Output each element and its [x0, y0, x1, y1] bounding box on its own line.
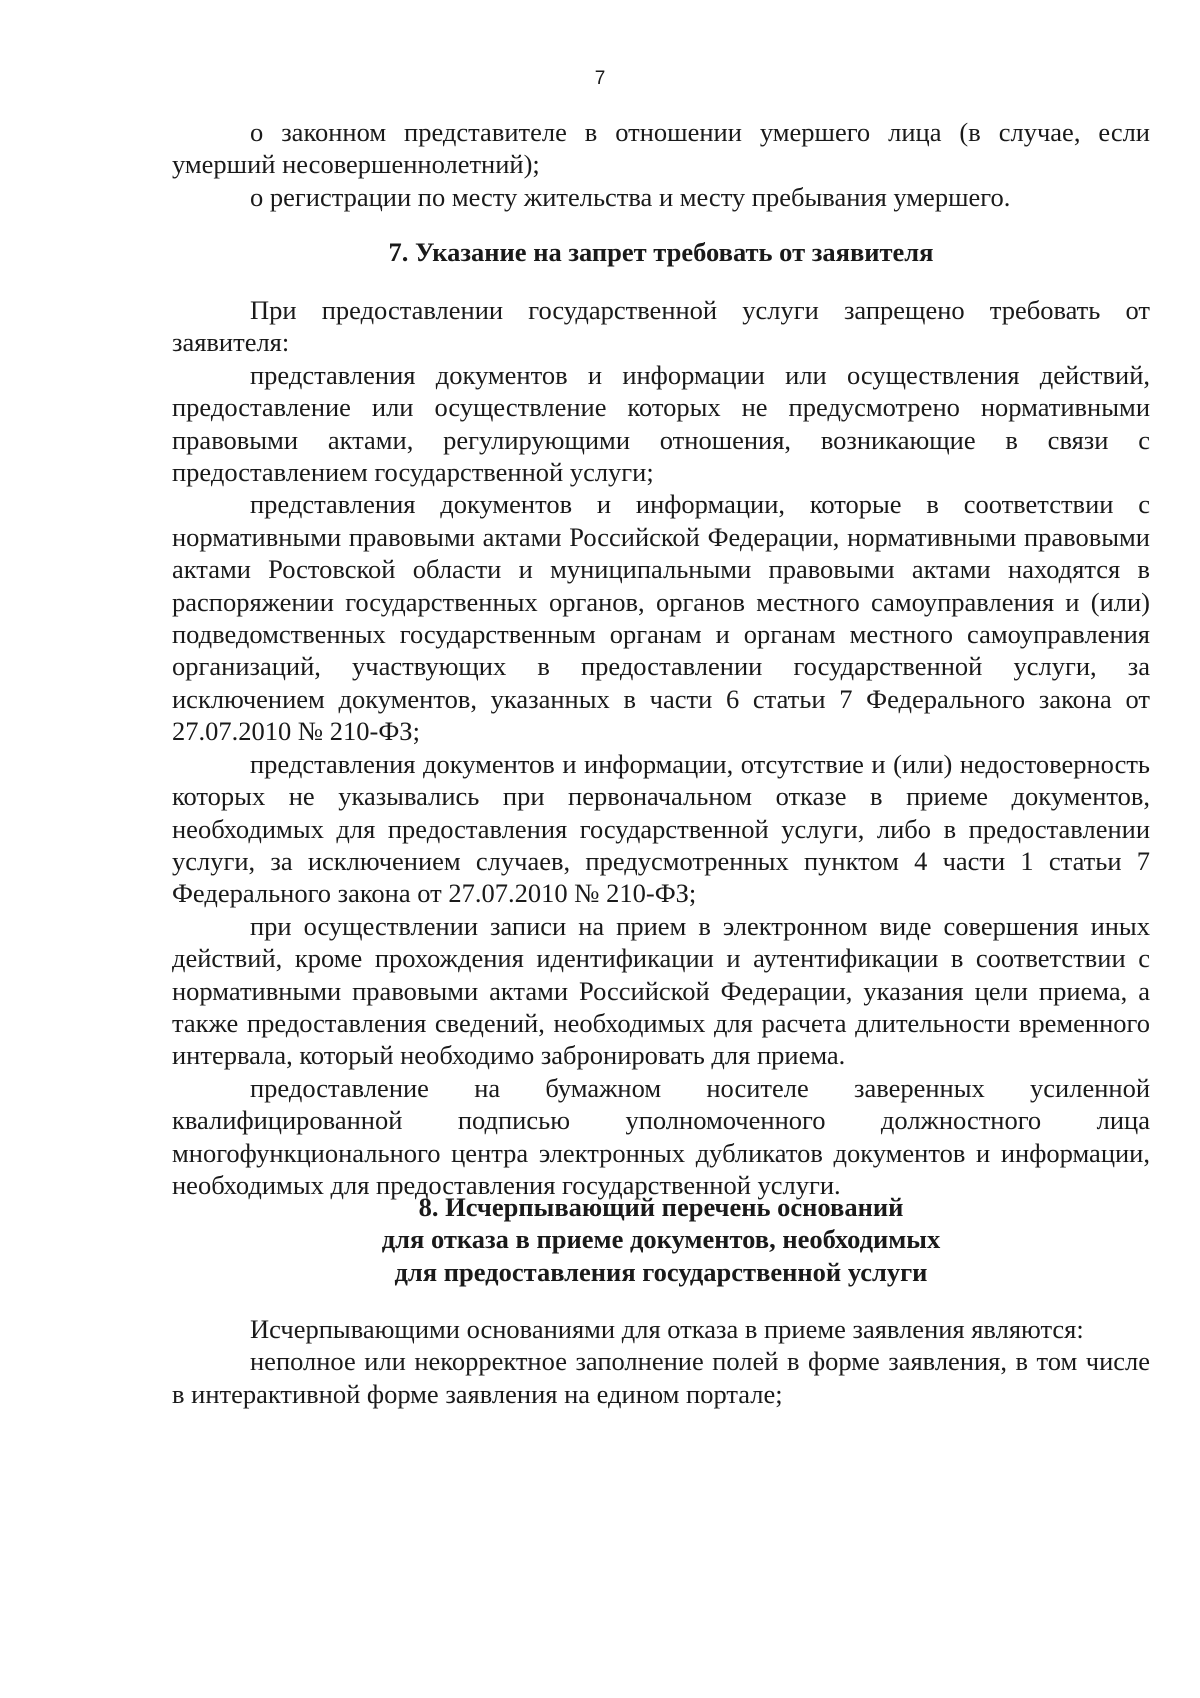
paragraph: представления документов и информации, отсутствие и (или) недостоверность которых не указывались при первоначальном отказе в приеме документов, необходимых для предоставления государственной услуги, либо в предоставлении услуги, за исключением случаев, предусмотренных пунктом 4 части 1 статьи 7 Федерального закона от 27.07.2010 № 210-ФЗ;: [172, 748, 1150, 909]
section-8-title: [172, 1191, 1150, 1288]
paragraph: представления документов и информации или осуществления действий, предоставление или осуществление которых не предусмотрено нормативными правовыми актами, регулирующими отношения, возникающие в связи с предоставлением государственной услуги;: [172, 359, 1150, 488]
page-number: 7: [594, 68, 606, 89]
paragraph: при осуществлении записи на прием в электронном виде совершения иных действий, кроме прохождения идентификации и аутентификации в соответствии с нормативными правовыми актами Российской Федерации, указания цели приема, а также предоставления сведений, необходимых для расчета длительности временного интервала, который необходимо забронировать для приема.: [172, 910, 1150, 1071]
paragraph: Исчерпывающими основаниями для отказа в приеме заявления являются:: [250, 1314, 1084, 1344]
section-8-body: [172, 1313, 1150, 1410]
section-8-title-line: для предоставления государственной услуги: [394, 1256, 928, 1287]
intro-block: [172, 116, 1150, 213]
paragraph: При предоставлении государственной услуги запрещено требовать от заявителя:: [172, 295, 1150, 358]
intro-paragraph: о законном представителе в отношении умершего лица (в случае, если умерший несовершеннолетний);: [172, 117, 1150, 180]
paragraph: предоставление на бумажном носителе заверенных усиленной квалифицированной подписью уполномоченного должностного лица многофункционального центра электронных дубликатов документов и информации, необходимых для предоставления государственной услуги.: [172, 1072, 1150, 1200]
paragraph: представления документов и информации, которые в соответствии с нормативными правовыми актами Российской Федерации, нормативными правовыми актами Ростовской области и муниципальными правовыми актами находятся в распоряжении государственных органов, органов местного самоуправления и (или) подведомственных государственным органам и органам местного самоуправления организаций, участвующих в предоставлении государственной услуги, за исключением документов, указанных в части 6 статьи 7 Федерального закона от 27.07.2010 № 210-ФЗ;: [172, 489, 1150, 747]
intro-paragraph: о регистрации по месту жительства и месту пребывания умершего.: [250, 181, 1011, 212]
paragraph: неполное или некорректное заполнение полей в форме заявления, в том числе в интерактивной форме заявления на едином портале;: [172, 1346, 1150, 1409]
section-7-title: 7. Указание на запрет требовать от заявителя: [388, 237, 934, 267]
section-8-title-line: для отказа в приеме документов, необходимых: [381, 1224, 941, 1255]
section-8-title-line: 8. Исчерпывающий перечень оснований: [418, 1192, 904, 1222]
section-7-body: [172, 294, 1150, 1201]
